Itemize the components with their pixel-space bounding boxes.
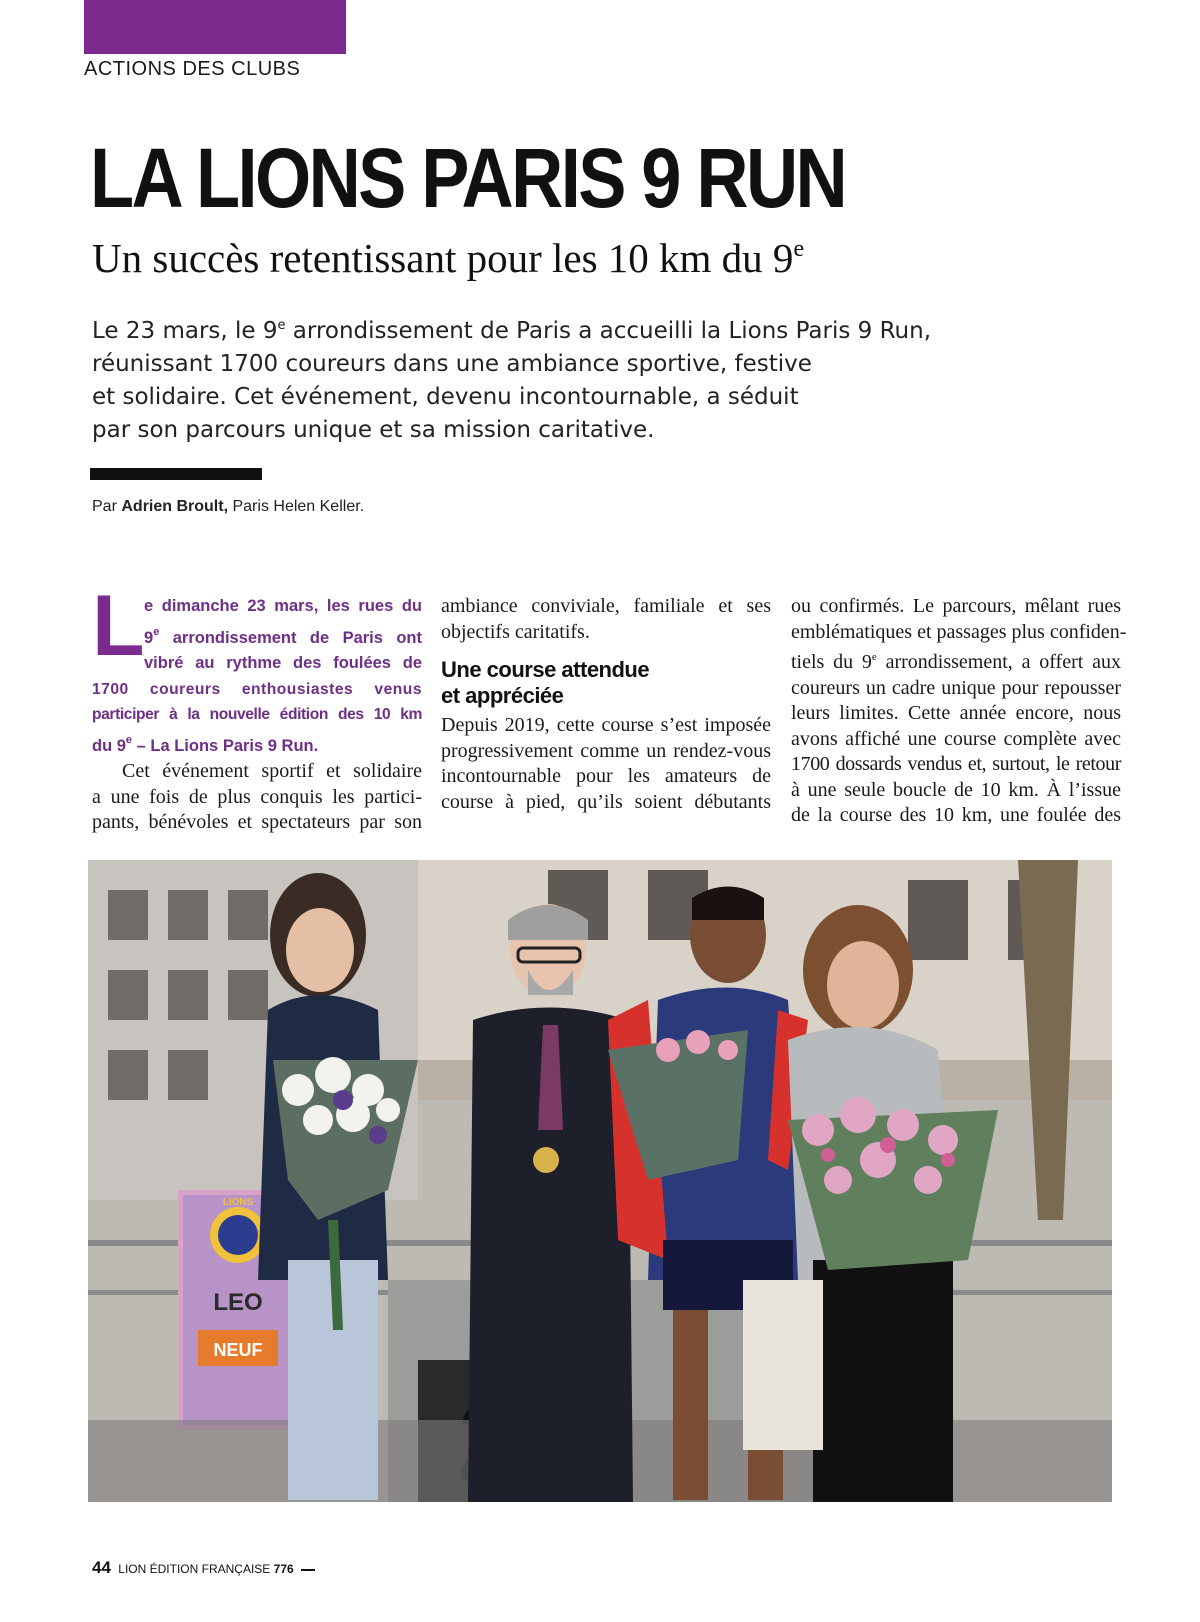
page-number: 44 — [92, 1558, 111, 1577]
body-line: à une seule boucle de 10 km. À l’issue — [791, 778, 1121, 801]
lead-line: réunissant 1700 coureurs dans une ambiance sportive, festive — [92, 351, 812, 377]
intro-line: 9e arrondissement de Paris ont — [144, 625, 422, 647]
lead-line: par son parcours unique et sa mission caritative. — [92, 417, 655, 443]
author-name: Adrien Broult, — [121, 498, 229, 515]
intro-paragraph — [92, 578, 422, 759]
body-line: Depuis 2019, cette course s’est imposée — [441, 714, 771, 736]
body-line: leurs limites. Cette année encore, nous — [791, 702, 1121, 724]
banner-leo-text: LEO — [213, 1289, 263, 1316]
body-line: ambiance conviviale, familiale et ses — [441, 595, 771, 617]
section-subheading: Une course attendue et appréciée — [441, 657, 650, 708]
intro-line: du 9e – La Lions Paris 9 Run. — [92, 733, 319, 755]
podium-photo — [88, 860, 1112, 1502]
body-line: coureurs un cadre unique pour repousser — [791, 676, 1121, 699]
article-title: LA LIONS PARIS 9 RUN — [90, 131, 846, 225]
magazine-name: LION ÉDITION FRANÇAISE — [118, 1562, 271, 1576]
body-line: emblématiques et passages plus confiden- — [791, 620, 1127, 643]
issue-number: 776 — [273, 1562, 294, 1576]
lead-line: et solidaire. Cet événement, devenu incontournable, a séduit — [92, 384, 799, 410]
footer-dash — [301, 1569, 315, 1571]
banner-lions-text: LIONS — [222, 1197, 254, 1208]
article-subtitle: Un succès retentissant pour les 10 km du 9e — [92, 235, 805, 281]
body-line: progressivement comme un rendez-vous — [441, 739, 771, 762]
intro-line: 1700 coureurs enthousiastes venus — [92, 680, 422, 698]
byline-rule — [90, 468, 262, 480]
page-footer — [92, 1558, 315, 1578]
article-lead — [92, 309, 992, 447]
body-line: de la course des 10 km, une foulée des — [791, 804, 1121, 826]
drop-cap: L — [92, 578, 145, 674]
body-line: course à pied, qu’ils soient débutants — [441, 790, 771, 813]
article-column-2 — [441, 594, 771, 815]
body-line: Cet événement sportif et solidaire — [122, 760, 422, 782]
body-line: a une fois de plus conquis les partici- — [92, 785, 422, 808]
body-line: objectifs caritatifs. — [441, 620, 590, 643]
article-column-3 — [791, 594, 1127, 829]
article-column-1 — [92, 578, 422, 836]
byline: Par Adrien Broult, Paris Helen Keller. — [92, 498, 365, 515]
banner-neuf-text: NEUF — [213, 1340, 263, 1360]
intro-line: e dimanche 23 mars, les rues du — [144, 597, 422, 615]
body-line: ou confirmés. Le parcours, mêlant rues — [791, 595, 1121, 617]
body-line: incontournable pour les amateurs de — [441, 765, 771, 787]
body-line: 1700 dossards vendus et, surtout, le retour — [791, 753, 1121, 775]
lead-line: Le 23 mars, le 9e arrondissement de Paris a accueilli la Lions Paris 9 Run, — [92, 318, 932, 344]
body-line: tiels du 9e arrondissement, a offert aux — [791, 651, 1121, 673]
body-line: pants, bénévoles et spectateurs par son — [92, 811, 422, 833]
body-line: avons affiché une course complète avec — [791, 727, 1121, 750]
section-label: ACTIONS DES CLUBS — [84, 58, 301, 80]
section-color-bar — [84, 0, 346, 54]
photo-illustration — [88, 860, 1112, 1502]
intro-line: participer à la nouvelle édition des 10 km — [92, 706, 422, 723]
intro-line: vibré au rythme des foulées de — [144, 654, 422, 672]
